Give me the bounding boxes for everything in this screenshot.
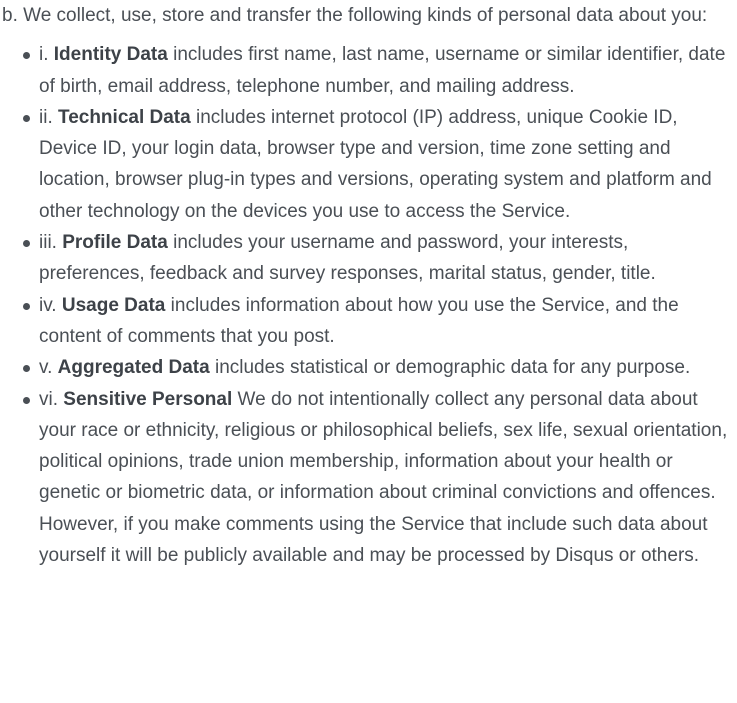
list-item-technical-data (39, 102, 731, 227)
list-item-profile-data (39, 227, 731, 290)
bullet-icon (23, 303, 30, 310)
bullet-icon (23, 397, 30, 404)
item-prefix: iv. (39, 294, 62, 316)
item-term: Aggregated Data (57, 357, 210, 379)
item-term: Sensitive Personal (63, 388, 233, 410)
bullet-icon (23, 240, 30, 247)
item-text: includes statistical or demographic data for any purpose. (209, 357, 691, 379)
personal-data-list (2, 39, 731, 571)
item-prefix: ii. (39, 106, 58, 128)
item-text: includes your username and password, your interests, preferences, feedback and survey responses, marital status, gender, title. (39, 232, 656, 285)
list-item-identity-data (39, 39, 731, 102)
item-term: Technical Data (58, 106, 191, 128)
item-text: We do not intentionally collect any personal data about your race or ethnicity, religious or philosophical beliefs, sex life, sexual orientation, political opinions, trade union membership, information about your health or genetic or biometric data, or information about criminal convictions and offences. However, if you make comments using the Service that include such data about yourself it will be publicly available and may be processed by Disqus or others. (39, 388, 728, 567)
item-prefix: vi. (39, 388, 64, 410)
bullet-icon (23, 115, 30, 122)
item-prefix: iii. (39, 232, 63, 254)
item-text: includes first name, last name, username or similar identifier, date of birth, email address, telephone number, and mailing address. (39, 44, 726, 97)
bullet-icon (23, 52, 30, 59)
item-text: includes information about how you use the Service, and the content of comments that you post. (39, 294, 679, 347)
item-prefix: i. (39, 44, 54, 66)
item-term: Profile Data (62, 232, 168, 254)
list-item-sensitive-personal (39, 384, 731, 572)
bullet-icon (23, 365, 30, 372)
list-item-aggregated-data (39, 352, 731, 383)
intro-paragraph: b. We collect, use, store and transfer the following kinds of personal data about you: (2, 5, 708, 26)
list-item-usage-data (39, 290, 731, 353)
item-term: Usage Data (61, 294, 166, 316)
item-term: Identity Data (53, 44, 168, 66)
item-prefix: v. (39, 357, 58, 379)
item-text: includes internet protocol (IP) address, unique Cookie ID, Device ID, your login data, browser type and version, time zone setting and location, browser plug-in types and versions, operating system and platform and other technology on the devices you use to access the Service. (39, 106, 712, 222)
